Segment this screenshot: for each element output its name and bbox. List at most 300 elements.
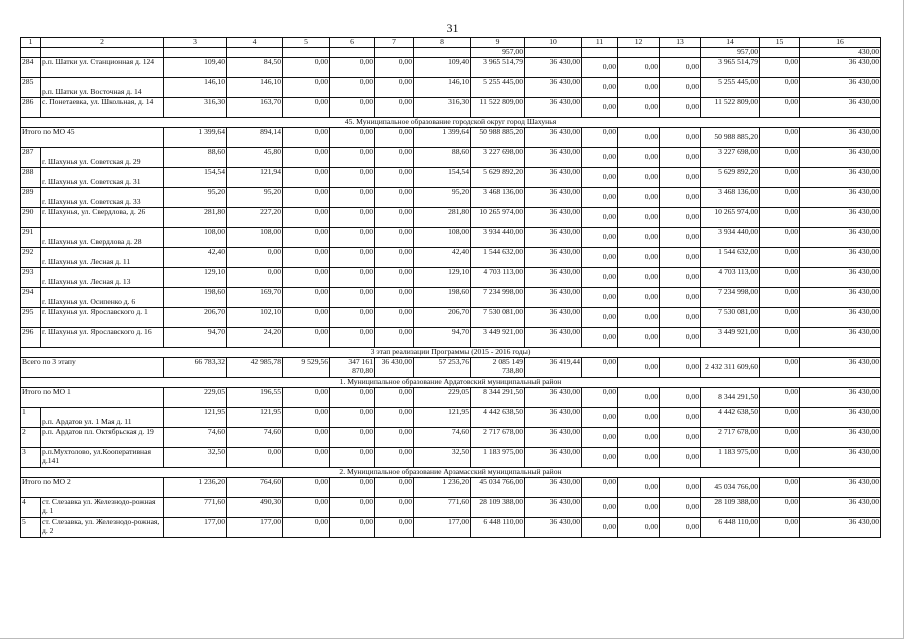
- cell: 36 430,00: [800, 148, 881, 168]
- header-cell: 14: [701, 38, 760, 48]
- row-index: 2: [21, 428, 41, 448]
- cell: 0,00: [375, 128, 414, 148]
- object-address: [41, 408, 164, 428]
- cell: 0,00: [660, 58, 701, 78]
- table-row: [21, 518, 881, 538]
- cell: 57 253,76: [414, 358, 471, 378]
- cell: 894,14: [227, 128, 283, 148]
- cell: [660, 48, 701, 58]
- cell: 10 265 974,00: [701, 208, 760, 228]
- cell: 0,00: [582, 128, 618, 148]
- cell: 206,70: [164, 308, 227, 328]
- cell: 0,00: [582, 98, 618, 118]
- table-row: [21, 408, 881, 428]
- header-cell: 2: [41, 38, 164, 48]
- cell: 0,00: [618, 448, 660, 468]
- cell: 36 430,00: [525, 408, 582, 428]
- cell: 0,00: [760, 188, 800, 208]
- cell: [618, 48, 660, 58]
- object-address: [41, 148, 164, 168]
- row-index: 293: [21, 268, 41, 288]
- cell: 0,00: [760, 228, 800, 248]
- cell: 36 430,00: [800, 128, 881, 148]
- cell: 1 544 632,00: [471, 248, 525, 268]
- cell: 95,20: [227, 188, 283, 208]
- row-index: 1: [21, 408, 41, 428]
- cell: 6 448 110,00: [471, 518, 525, 538]
- cell: 0,00: [582, 478, 618, 498]
- cell: 121,95: [164, 408, 227, 428]
- cell: 0,00: [330, 408, 375, 428]
- cell: 0,00: [330, 328, 375, 348]
- header-cell: 8: [414, 38, 471, 48]
- cell: 0,00: [760, 358, 800, 378]
- cell: 0,00: [283, 128, 330, 148]
- object-address: р.п. Ардатов пл. Октябрьская д. 19: [41, 428, 164, 448]
- cell: 1 544 632,00: [701, 248, 760, 268]
- total-row: [21, 128, 881, 148]
- cell: 0,00: [582, 228, 618, 248]
- cell: 229,05: [414, 388, 471, 408]
- address-text: г. Шахунья ул. Советская д. 29: [42, 157, 141, 166]
- cell: 95,20: [164, 188, 227, 208]
- cell: 2 717 678,00: [701, 428, 760, 448]
- cell: 163,70: [227, 98, 283, 118]
- cell: 0,00: [760, 328, 800, 348]
- cell: 0,00: [582, 388, 618, 408]
- table-body: [21, 38, 881, 538]
- cell: 3 227 698,00: [471, 148, 525, 168]
- row-index: 288: [21, 168, 41, 188]
- cell: 36 430,00: [800, 388, 881, 408]
- address-text: г. Шахунья ул. Осипенко д. 6: [42, 297, 136, 306]
- cell: 0,00: [582, 148, 618, 168]
- cell: 36 430,00: [800, 78, 881, 98]
- cell: 0,00: [760, 308, 800, 328]
- cell: 0,00: [618, 208, 660, 228]
- cell: 0,00: [660, 328, 701, 348]
- cell: 102,10: [227, 308, 283, 328]
- cell: 0,00: [375, 428, 414, 448]
- cell: 3 934 440,00: [701, 228, 760, 248]
- cell: 0,00: [375, 228, 414, 248]
- total-label: Итого по МО 45: [21, 128, 164, 148]
- cell: 0,00: [618, 58, 660, 78]
- cell: 0,00: [660, 208, 701, 228]
- cell: 0,00: [283, 388, 330, 408]
- cell: 0,00: [760, 58, 800, 78]
- cell: 3 449 921,00: [701, 328, 760, 348]
- cell: 36 430,00: [525, 78, 582, 98]
- cell: 0,00: [618, 78, 660, 98]
- cell: 281,80: [164, 208, 227, 228]
- table-row: [21, 208, 881, 228]
- cell: 121,94: [227, 168, 283, 188]
- cell: 36 430,00: [800, 208, 881, 228]
- object-address: [41, 48, 164, 58]
- cell: 177,00: [414, 518, 471, 538]
- cell: 4 703 113,00: [701, 268, 760, 288]
- total-row: [21, 358, 881, 378]
- cell: 3 934 440,00: [471, 228, 525, 248]
- cell: 0,00: [283, 228, 330, 248]
- cell: 0,00: [618, 188, 660, 208]
- cell: 0,00: [760, 408, 800, 428]
- row-index: 4: [21, 498, 41, 518]
- row-index: 294: [21, 288, 41, 308]
- cell: 0,00: [227, 448, 283, 468]
- cell: 0,00: [660, 478, 701, 498]
- row-index: 5: [21, 518, 41, 538]
- table-row: [21, 308, 881, 328]
- cell: 42,40: [414, 248, 471, 268]
- cell: 36 430,00: [525, 448, 582, 468]
- cell: 0,00: [283, 518, 330, 538]
- table-row: [21, 428, 881, 448]
- cell: 0,00: [375, 188, 414, 208]
- cell: 2 085 149 738,80: [471, 358, 525, 378]
- cell: 36 430,00: [525, 328, 582, 348]
- address-text: г. Шахунья ул. Советская д. 31: [42, 177, 141, 186]
- cell: 36 430,00: [525, 168, 582, 188]
- cell: 42,40: [164, 248, 227, 268]
- cell: 0,00: [760, 428, 800, 448]
- object-address: г. Шахунья ул. Ярославского д. 1: [41, 308, 164, 328]
- cell: 5 255 445,00: [701, 78, 760, 98]
- cell: 0,00: [375, 58, 414, 78]
- cell: 0,00: [375, 168, 414, 188]
- cell: 3 468 136,00: [471, 188, 525, 208]
- cell: 0,00: [375, 328, 414, 348]
- table-row: [21, 288, 881, 308]
- cell: 0,00: [582, 208, 618, 228]
- section-row: [21, 468, 881, 478]
- cell: 1 236,20: [414, 478, 471, 498]
- cell: 0,00: [660, 168, 701, 188]
- object-address: [41, 168, 164, 188]
- cell: 74,60: [414, 428, 471, 448]
- cell: 50 988 885,20: [471, 128, 525, 148]
- address-text: р.п. Шатки ул. Восточная д. 14: [42, 87, 142, 96]
- cell: 88,60: [414, 148, 471, 168]
- cell: 0,00: [582, 168, 618, 188]
- cell: 7 530 081,00: [471, 308, 525, 328]
- table-row: [21, 498, 881, 518]
- cell: 84,50: [227, 58, 283, 78]
- cell: 0,00: [330, 268, 375, 288]
- cell: 1 183 975,00: [701, 448, 760, 468]
- cell: 0,00: [227, 248, 283, 268]
- cell: 0,00: [283, 288, 330, 308]
- header-cell: 12: [618, 38, 660, 48]
- cell: 0,00: [660, 358, 701, 378]
- row-index: [21, 48, 41, 58]
- cell: 36 430,00: [525, 228, 582, 248]
- cell: 0,00: [660, 288, 701, 308]
- cell: 0,00: [660, 248, 701, 268]
- cell: 3 227 698,00: [701, 148, 760, 168]
- header-cell: 10: [525, 38, 582, 48]
- cell: 7 530 081,00: [701, 308, 760, 328]
- object-address: [41, 248, 164, 268]
- cell: 347 161 870,80: [330, 358, 375, 378]
- cell: 0,00: [330, 98, 375, 118]
- table-row: [21, 78, 881, 98]
- cell: 74,60: [227, 428, 283, 448]
- cell: 36 430,00: [800, 328, 881, 348]
- cell: 0,00: [283, 498, 330, 518]
- cell: 0,00: [375, 98, 414, 118]
- cell: 36 430,00: [525, 428, 582, 448]
- cell: 0,00: [283, 268, 330, 288]
- cell: 36 430,00: [525, 388, 582, 408]
- cell: 0,00: [375, 388, 414, 408]
- cell: 108,00: [227, 228, 283, 248]
- object-address: [41, 288, 164, 308]
- cell: 146,10: [164, 78, 227, 98]
- cell: 36 430,00: [525, 58, 582, 78]
- cell: 0,00: [618, 388, 660, 408]
- cell: 0,00: [618, 498, 660, 518]
- table-row: [21, 448, 881, 468]
- cell: [227, 48, 283, 58]
- cell: 36 430,00: [800, 358, 881, 378]
- cell: 0,00: [660, 388, 701, 408]
- cell: 94,70: [164, 328, 227, 348]
- cell: 0,00: [582, 408, 618, 428]
- cell: 0,00: [660, 148, 701, 168]
- section-title: 3 этап реализации Программы (2015 - 2016 годы): [21, 348, 881, 358]
- row-index: 292: [21, 248, 41, 268]
- cell: 36 430,00: [525, 98, 582, 118]
- cell: 0,00: [760, 478, 800, 498]
- cell: 771,60: [414, 498, 471, 518]
- cell: 42 985,78: [227, 358, 283, 378]
- cell: 0,00: [660, 308, 701, 328]
- cell: 2 432 311 609,60: [701, 358, 760, 378]
- cell: 0,00: [330, 78, 375, 98]
- object-address: [41, 268, 164, 288]
- header-row: [21, 38, 881, 48]
- row-index: 286: [21, 98, 41, 118]
- cell: 0,00: [618, 128, 660, 148]
- cell: 0,00: [283, 148, 330, 168]
- cell: 0,00: [375, 248, 414, 268]
- cell: 0,00: [760, 168, 800, 188]
- cell: 0,00: [660, 448, 701, 468]
- cell: 0,00: [660, 128, 701, 148]
- cell: 0,00: [618, 428, 660, 448]
- cell: 0,00: [582, 448, 618, 468]
- cell: 0,00: [375, 518, 414, 538]
- cell: 0,00: [582, 518, 618, 538]
- cell: [525, 48, 582, 58]
- cell: 8 344 291,50: [701, 388, 760, 408]
- cell: 0,00: [660, 188, 701, 208]
- address-text: г. Шахунья ул. Советская д. 33: [42, 197, 141, 206]
- cell: 45,80: [227, 148, 283, 168]
- cell: [164, 48, 227, 58]
- cell: 129,10: [414, 268, 471, 288]
- header-cell: 5: [283, 38, 330, 48]
- cell: 4 703 113,00: [471, 268, 525, 288]
- row-index: 285: [21, 78, 41, 98]
- cell: 108,00: [414, 228, 471, 248]
- cell: 0,00: [330, 228, 375, 248]
- cell: 177,00: [227, 518, 283, 538]
- cell: 0,00: [582, 58, 618, 78]
- cell: 36 430,00: [800, 498, 881, 518]
- cell: 32,50: [414, 448, 471, 468]
- cell: 36 430,00: [525, 188, 582, 208]
- cell: 169,70: [227, 288, 283, 308]
- cell: 0,00: [283, 428, 330, 448]
- address-text: г. Шахунья ул. Лесная д. 13: [42, 277, 131, 286]
- cell: 1 236,20: [164, 478, 227, 498]
- object-address: [41, 78, 164, 98]
- cell: 0,00: [582, 328, 618, 348]
- cell: 3 965 514,79: [471, 58, 525, 78]
- cell: 129,10: [164, 268, 227, 288]
- cell: 0,00: [618, 358, 660, 378]
- cell: 28 109 388,00: [701, 498, 760, 518]
- cell: 94,70: [414, 328, 471, 348]
- cell: 121,95: [227, 408, 283, 428]
- cell: 36 430,00: [525, 148, 582, 168]
- cell: 0,00: [582, 428, 618, 448]
- cell: 0,00: [660, 268, 701, 288]
- cell: 50 988 885,20: [701, 128, 760, 148]
- address-text: г. Шахунья ул. Лесная д. 11: [42, 257, 131, 266]
- object-address: с. Понетаевка, ул. Школьная, д. 14: [41, 98, 164, 118]
- cell: 36 430,00: [800, 168, 881, 188]
- cell: 0,00: [618, 268, 660, 288]
- cell: 0,00: [582, 188, 618, 208]
- cell: 36 430,00: [525, 208, 582, 228]
- cell: 36 430,00: [525, 268, 582, 288]
- cell: 0,00: [283, 248, 330, 268]
- cell: 0,00: [375, 288, 414, 308]
- object-address: [41, 188, 164, 208]
- cell: 0,00: [375, 78, 414, 98]
- cell: 0,00: [582, 288, 618, 308]
- cell: 121,95: [414, 408, 471, 428]
- object-address: г. Шахунья ул. Ярославского д. 16: [41, 328, 164, 348]
- object-address: р.п.Мухтолово, ул.Кооперативная д.141: [41, 448, 164, 468]
- cell: 8 344 291,50: [471, 388, 525, 408]
- cell: 36 430,00: [525, 498, 582, 518]
- cell: 0,00: [283, 308, 330, 328]
- cell: 4 442 638,50: [471, 408, 525, 428]
- table-row: [21, 98, 881, 118]
- cell: 0,00: [330, 308, 375, 328]
- cell: 3 468 136,00: [701, 188, 760, 208]
- cell: 0,00: [618, 308, 660, 328]
- cell: 0,00: [660, 228, 701, 248]
- row-index: 287: [21, 148, 41, 168]
- cell: 11 522 809,00: [701, 98, 760, 118]
- page-number: 31: [446, 21, 459, 35]
- cell: 36 430,00: [800, 58, 881, 78]
- cell: 0,00: [618, 98, 660, 118]
- cell: 11 522 809,00: [471, 98, 525, 118]
- total-label: Итого по МО 2: [21, 478, 164, 498]
- cell: 0,00: [283, 78, 330, 98]
- row-index: 291: [21, 228, 41, 248]
- cell: 0,00: [618, 478, 660, 498]
- cell: 0,00: [330, 248, 375, 268]
- cell: 0,00: [760, 268, 800, 288]
- cell: 229,05: [164, 388, 227, 408]
- cell: 0,00: [330, 288, 375, 308]
- cell: 66 783,32: [164, 358, 227, 378]
- cell: 36 430,00: [800, 518, 881, 538]
- cell: 5 629 892,20: [471, 168, 525, 188]
- cell: 7 234 998,00: [471, 288, 525, 308]
- cell: 36 419,44: [525, 358, 582, 378]
- cell: 0,00: [582, 268, 618, 288]
- cell: 0,00: [660, 78, 701, 98]
- cell: 146,10: [414, 78, 471, 98]
- cell: 196,55: [227, 388, 283, 408]
- cell: 1 183 975,00: [471, 448, 525, 468]
- cell: 0,00: [330, 58, 375, 78]
- cell: 0,00: [330, 498, 375, 518]
- cell: 3 965 514,79: [701, 58, 760, 78]
- cell: 36 430,00: [525, 478, 582, 498]
- cell: 36 430,00: [375, 358, 414, 378]
- section-title: 2. Муниципальное образование Арзамасский муниципальный район: [21, 468, 881, 478]
- cell: 0,00: [660, 518, 701, 538]
- header-cell: 4: [227, 38, 283, 48]
- row-index: 295: [21, 308, 41, 328]
- cell: 0,00: [330, 188, 375, 208]
- cell: 0,00: [760, 98, 800, 118]
- cell: 0,00: [375, 208, 414, 228]
- cell: [283, 48, 330, 58]
- cell: 9 529,56: [283, 358, 330, 378]
- cell: 36 430,00: [800, 228, 881, 248]
- cell: 24,20: [227, 328, 283, 348]
- cell: 36 430,00: [800, 288, 881, 308]
- cell: 0,00: [330, 208, 375, 228]
- cell: 74,60: [164, 428, 227, 448]
- cell: 10 265 974,00: [471, 208, 525, 228]
- header-cell: 11: [582, 38, 618, 48]
- cell: 0,00: [375, 478, 414, 498]
- cell: 109,40: [164, 58, 227, 78]
- header-cell: 13: [660, 38, 701, 48]
- cell: 1 399,64: [164, 128, 227, 148]
- cell: 36 430,00: [800, 408, 881, 428]
- section-row: [21, 378, 881, 388]
- cell: 0,00: [582, 358, 618, 378]
- table-row: [21, 58, 881, 78]
- cell: 0,00: [760, 448, 800, 468]
- cell: 5 629 892,20: [701, 168, 760, 188]
- section-title: 45. Муниципальное образование городской округ город Шахунья: [21, 118, 881, 128]
- cell: 0,00: [760, 248, 800, 268]
- cell: 36 430,00: [525, 308, 582, 328]
- cell: [330, 48, 375, 58]
- cell: 0,00: [618, 328, 660, 348]
- table-row: [21, 48, 881, 58]
- cell: 36 430,00: [800, 308, 881, 328]
- cell: 0,00: [330, 168, 375, 188]
- cell: 5 255 445,00: [471, 78, 525, 98]
- table-row: [21, 248, 881, 268]
- cell: 0,00: [618, 408, 660, 428]
